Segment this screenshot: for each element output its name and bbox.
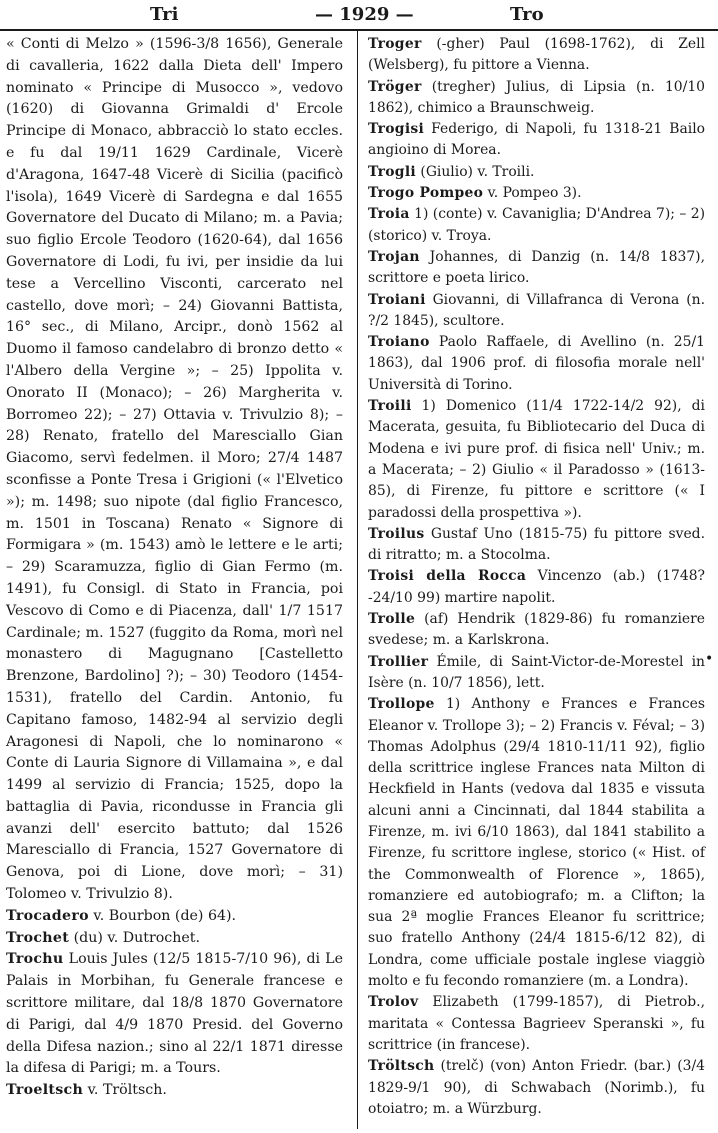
page-header — [0, 4, 718, 30]
entry-text: Vincenzo (ab.) (1748?-24/10 99) martire napolit. — [368, 568, 705, 606]
entry-headword: Troeltsch — [6, 1082, 84, 1099]
entry-text: Giovanni, di Villafranca di Verona (n. ?/2 1845), scultore. — [368, 291, 705, 329]
entry-headword: Trogo Pompeo — [368, 185, 484, 202]
dictionary-entry — [368, 119, 705, 162]
entry-headword: Trojan — [368, 248, 420, 265]
page-number: — 1929 — — [315, 4, 414, 25]
entry-text: (af) Hendrik (1829-86) fu romanziere svedese; m. a Karlskrona. — [368, 611, 705, 649]
entry-headword: Troiano — [368, 334, 430, 351]
dictionary-entry — [368, 652, 705, 695]
entry-text: Louis Jules (12/5 1815-7/10 96), di Le Palais in Morbihan, fu Generale francese e scrittore militare, dal 18/8 1870 Governatore di Parigi, dal 4/9 1870 Presid. del Governo della Difesa nazion.; sino al 22/1 1871 diresse la difesa di Parigi; m. a Tours. — [6, 951, 343, 1077]
entry-headword: Trolov — [368, 994, 419, 1011]
dictionary-entry — [368, 1056, 705, 1120]
dictionary-entry — [368, 183, 705, 204]
dictionary-entry — [368, 332, 705, 396]
dictionary-entry — [368, 992, 705, 1056]
header-left-guideword: Tri — [150, 4, 179, 25]
entry-headword: Trogisi — [368, 121, 425, 138]
dictionary-entry — [368, 247, 705, 290]
entry-headword: Troili — [368, 398, 412, 415]
entry-text: 1) Anthony e Frances e Frances Eleanor v. Trollope 3); – 2) Francis v. Féval; – 3) Thomas Adolphus (29/4 1810-11/11 92), figlio della scrittrice inglese Frances nata Milton di Heckfield in Hants (vedova dal 1835 e vissuta alcuni anni a Cincinnati, dal 1844 stabilita a Firenze, m. ivi 6/10 1863), dal 1841 stabilito a Firenze, fu scrittore inglese, storico (« Hist. of the Commonwealth of Florence », 1865), romanziere ed autobiografo; m. a Clifton; la sua 2ª moglie Frances Eleanor fu scrittrice; suo fratello Anthony (24/4 1815-6/12 82), di Londra, come ufficiale postale inglese viaggiò molto e fu fecondo romanziere (m. a Londra). — [368, 696, 705, 990]
entry-headword: Trogli — [368, 163, 416, 180]
dictionary-entry — [368, 77, 705, 120]
dictionary-entry — [368, 524, 705, 567]
entry-text: Paolo Raffaele, di Avellino (n. 25/1 1863), dal 1906 prof. di filosofia morale nell' Università di Torino. — [368, 334, 705, 393]
entry-headword: Tröltsch — [368, 1058, 435, 1075]
entry-headword: Tröger — [368, 78, 422, 95]
left-column — [6, 34, 343, 1102]
dictionary-entry — [368, 566, 705, 609]
entry-text: Johannes, di Danzig (n. 14/8 1837), scrittore e poeta lirico. — [368, 248, 705, 287]
entry-headword: Troger — [368, 36, 422, 52]
header-right-guideword: Tro — [510, 4, 544, 25]
dictionary-entry — [368, 694, 705, 992]
entry-text: 1) Domenico (11/4 1722-14/2 92), di Macerata, gesuita, fu Bibliotecario del Duca di Modena e ivi pure prof. di fisica nell' Univ.; m. a Macerata; – 2) Giulio « il Paradosso » (1613-85), di Firenze, fu pittore e scrittore (« I paradossi della prospettiva »). — [368, 398, 705, 521]
dictionary-entry — [6, 1080, 343, 1102]
dictionary-entry — [6, 928, 343, 950]
dictionary-entry — [368, 34, 705, 77]
entry-text: (tregher) Julius, di Lipsia (n. 10/10 1862), chimico a Braunschweig. — [368, 78, 705, 116]
entry-text: Émile, di Saint-Victor-de-Morestel in Isère (n. 10/7 1856), lett. — [368, 653, 705, 691]
entry-headword: Trocadero — [6, 907, 89, 924]
entry-text: v. Pompeo 3). — [483, 185, 582, 202]
dictionary-entry — [6, 34, 343, 906]
entry-headword: Troia — [368, 206, 410, 223]
entry-text: Gustaf Uno (1815-75) fu pittore sved. di ritratto; m. a Stocolma. — [368, 525, 705, 564]
dictionary-entry — [368, 204, 705, 247]
entry-headword: Troilus — [368, 525, 425, 542]
entry-text: (trelč) (von) Anton Friedr. (bar.) (3/4 1829-9/1 90), di Schwabach (Norimb.), fu otoiatro; m. a Würzburg. — [368, 1058, 705, 1117]
entry-headword: Trolle — [368, 611, 416, 628]
entry-text: (-gher) Paul (1698-1762), di Zell (Welsberg), fu pittore a Vienna. — [368, 36, 705, 74]
entry-text: « Conti di Melzo » (1596-3/8 1656), Generale di cavalleria, 1622 dalla Dieta dell' Impero nominato « Principe di Musocco », vedovo (1620) di Giovanna Grimaldi d' Ercole Principe di Monaco, abbracciò lo stato eccles. e fu dal 19/11 1629 Cardinale, Vicerè d'Aragona, 1647-48 Vicerè di Sicilia (pacificò l'isola), 1649 Vicerè di Sardegna e dal 1655 Governatore del Ducato di Milano; m. a Pavia; suo figlio Ercole Teodoro (1620-64), dal 1656 Governatore di Lodi, fu ivi, per insidie da lui tese a Vercellino Visconti, carcerato nel castello, dove morì; – 24) Giovanni Battista, 16° sec., di Milano, Arcipr., donò 1562 al Duomo il famoso candelabro di bronzo detto « l'Albero della Vergine »; – 25) Ippolita v. Onorato II (Monaco); – 26) Margherita v. Borromeo 22); – 27) Ottavia v. Trivulzio 8); – 28) Renato, fratello del Maresciallo Gian Giacomo, servì fedelmen. il Moro; 27/4 1487 sconfisse a Ponte Tresa i Grigioni (« l'Elvetico »); m. 1498; suo nipote (dal figlio Francesco, m. 1501 in Toscana) Renato « Signore di Formigara » (m. 1543) amò le lettere e le arti; – 29) Scaramuzza, figlio di Gian Fermo (m. 1491), fu Consigl. di Stato in Francia, poi Vescovo di Como e di Piacenza, dall' 1/7 1517 Cardinale; m. 1527 (fuggito da Roma, morì nel monastero di Magugnano [Castelletto Brenzone, Bardolino] ?); – 30) Teodoro (1454-1531), fratello del Cardin. Antonio, fu Capitano famoso, 1482-94 al servizio degli Aragonesi di Napoli, che lo nominarono « Conte di Lauria Signore di Villamaina », e dal 1499 al servizio di Francia; 1525, dopo la battaglia di Pavia, ricondusse in Francia gli avanzi dell' esercito battuto; dal 1526 Maresciallo di Francia, 1527 Governatore di Genova, poi di Lione, dove morì; – 31) Tolomeo v. Trivulzio 8). — [6, 36, 343, 903]
entry-headword: Troiani — [368, 291, 426, 308]
entry-headword: Trollier — [368, 653, 429, 670]
dictionary-entry — [6, 949, 343, 1080]
dictionary-entry — [368, 609, 705, 652]
entry-text: 1) (conte) v. Cavaniglia; D'Andrea 7); – 2) (storico) v. Troya. — [368, 206, 705, 244]
entry-text: (du) v. Dutrochet. — [69, 929, 200, 946]
entry-headword: Trollope — [368, 696, 435, 713]
margin-mark: • — [705, 651, 714, 667]
entry-text: v. Tröltsch. — [83, 1082, 167, 1099]
dictionary-entry — [6, 906, 343, 928]
right-column — [368, 34, 705, 1120]
column-divider — [357, 31, 358, 1129]
entry-headword: Trochu — [6, 951, 64, 968]
dictionary-entry — [368, 396, 705, 524]
entry-headword: Trochet — [6, 929, 70, 946]
header-rule — [0, 29, 718, 31]
entry-text: Elizabeth (1799-1857), di Pietrob., maritata « Contessa Bagrieev Speranski », fu scrittrice (in francese). — [368, 994, 705, 1053]
entry-text: (Giulio) v. Troili. — [415, 163, 535, 180]
entry-headword: Troisi della Rocca — [368, 568, 527, 585]
entry-text: v. Bourbon (de) 64). — [88, 907, 237, 924]
dictionary-entry — [368, 162, 705, 183]
dictionary-entry — [368, 290, 705, 333]
entry-text: Federigo, di Napoli, fu 1318-21 Bailo angioino di Morea. — [368, 121, 705, 159]
